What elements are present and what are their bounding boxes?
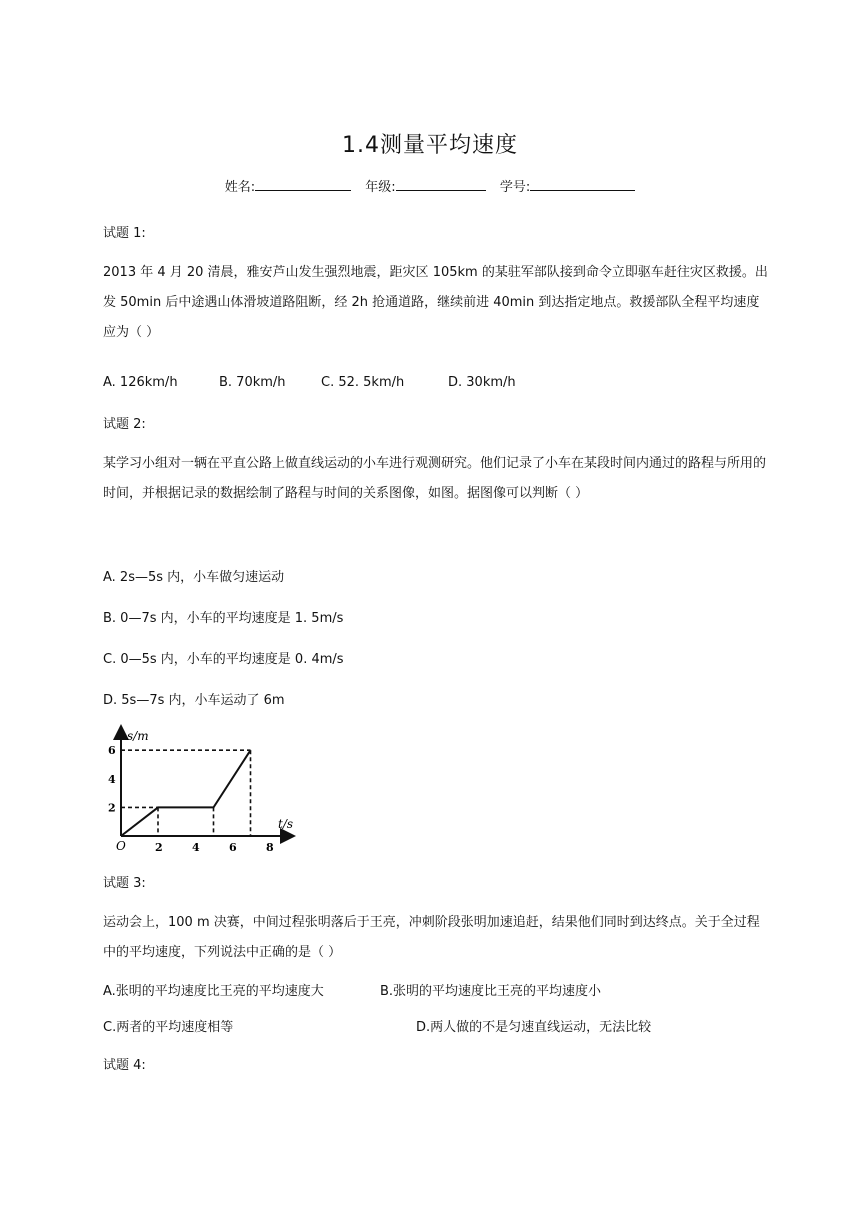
- q4-label: 试题 4:: [103, 1058, 146, 1073]
- name-label: 姓名:: [224, 180, 256, 195]
- name-blank: [255, 178, 351, 191]
- grade-label: 年级:: [365, 180, 396, 195]
- q3-option-d: D.两人做的不是匀速直线运动，无法比较: [416, 1020, 652, 1035]
- q1-option-a: A. 126km/h: [103, 375, 178, 390]
- q3-option-a: A.张明的平均速度比王亮的平均速度大: [103, 984, 324, 999]
- guide-lines: [121, 750, 251, 836]
- id-blank: [530, 178, 635, 191]
- x-tick-label: 2: [155, 841, 163, 854]
- x-tick-label: 6: [229, 841, 237, 854]
- page-title: 1.4测量平均速度: [342, 133, 518, 158]
- q1-option-c: C. 52. 5km/h: [321, 375, 405, 390]
- x-axis-label: t/s: [278, 817, 294, 831]
- q2-text: 某学习小组对一辆在平直公路上做直线运动的小车进行观测研究。他们记录了小车在某段时间内通过的路程与所用的时间，并根据记录的数据绘制了路程与时间的关系图像，如图。据图像可以判断（ ）: [103, 456, 767, 501]
- x-tick-label: 4: [192, 841, 200, 854]
- q2-option-b: B. 0—7s 内，小车的平均速度是 1. 5m/s: [103, 611, 344, 626]
- q3-option-b: B.张明的平均速度比王亮的平均速度小: [380, 984, 602, 999]
- distance-time-line: [121, 750, 251, 836]
- y-tick-label: 2: [108, 801, 116, 815]
- q3-text: 运动会上，100 m 决赛，中间过程张明落后于王亮，冲刺阶段张明加速追赶，结果他们同时到达终点。关于全过程中的平均速度，下列说法中正确的是（ ）: [103, 915, 760, 960]
- q1-text: 2013 年 4 月 20 清晨，雅安芦山发生强烈地震，距灾区 105km 的某驻军部队接到命令立即驱车赶往灾区救援。出发 50min 后中途遇山体滑坡道路阻断，经 2h 抢通道路，继续前进 40min 到达指定地点。救援部队全程平均速度应为（ ）: [103, 265, 768, 340]
- distance-time-graph: [100, 724, 300, 856]
- grade-blank: [396, 178, 486, 191]
- y-axis-label: s/m: [127, 729, 149, 743]
- q2-label: 试题 2:: [103, 417, 146, 432]
- q2-option-c: C. 0—5s 内，小车的平均速度是 0. 4m/s: [103, 652, 344, 667]
- origin-label: O: [116, 839, 126, 853]
- q2-option-d: D. 5s—7s 内，小车运动了 6m: [103, 693, 285, 708]
- id-label: 学号:: [499, 180, 531, 195]
- student-info-line: [0, 176, 860, 195]
- tick-labels: [108, 744, 274, 854]
- q1-option-d: D. 30km/h: [448, 375, 516, 390]
- y-tick-label: 6: [108, 744, 116, 758]
- x-tick-label: 8: [266, 841, 274, 854]
- q3-label: 试题 3:: [103, 876, 146, 891]
- q1-option-b: B. 70km/h: [219, 375, 286, 390]
- y-tick-label: 4: [108, 772, 116, 786]
- q3-option-c: C.两者的平均速度相等: [103, 1020, 234, 1035]
- q1-label: 试题 1:: [103, 226, 146, 241]
- q2-option-a: A. 2s—5s 内，小车做匀速运动: [103, 570, 285, 585]
